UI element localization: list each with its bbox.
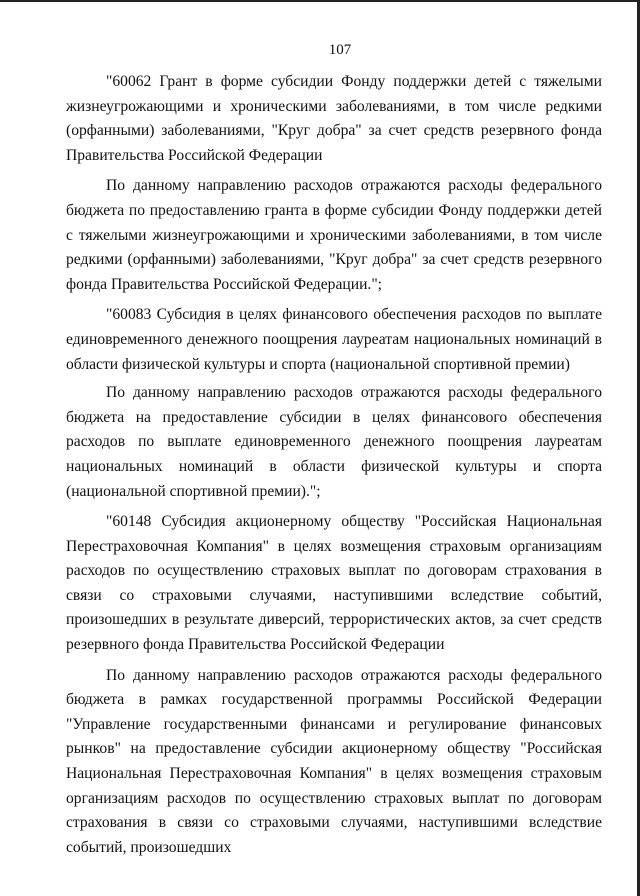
paragraph-60083-description: По данному направлению расходов отражаются расходы федерального бюджета на предоставление субсидии в целях финансового обеспечения расходов по выплате единовременного денежного поощрения лауреатам национальных номинаций в области физической культуры и спорта (национальной спортивной премии)."; xyxy=(66,384,602,500)
scan-edge-top xyxy=(0,0,640,2)
document-body xyxy=(66,70,602,860)
paragraph-60083-title: "60083 Субсидия в целях финансового обеспечения расходов по выплате единовременного денежного поощрения лауреатам национальных номинаций в области физической культуры и спорта (национальной спортивной премии) xyxy=(66,306,602,373)
paragraph-60062-description: По данному направлению расходов отражаются расходы федерального бюджета по предоставлению гранта в форме субсидии Фонду поддержки детей с тяжелыми жизнеугрожающими и хроническими заболеваниями, в том числе редкими (орфанными) заболеваниями, "Круг добра" за счет средств резервного фонда Правительства Российской Федерации."; xyxy=(66,177,602,293)
page-number: 107 xyxy=(328,42,352,58)
paragraph-60062-title: "60062 Грант в форме субсидии Фонду поддержки детей с тяжелыми жизнеугрожающими и хроническими заболеваниями, в том числе редкими (орфанными) заболеваниями, "Круг добра" за счет средств резервного фонда Правительства Российской Федерации xyxy=(66,73,602,164)
paragraph-60148-title: "60148 Субсидия акционерному обществу "Российская Национальная Перестраховочная Компания" в целях возмещения страховым организациям расходов по осуществлению страховых выплат по договорам страхования в связи со страховыми случаями, наступившими вследствие событий, произошедших в результате диверсий, террористических актов, за счет средств резервного фонда Правительства Российской Федерации xyxy=(66,513,602,654)
paragraph-60148-description: По данному направлению расходов отражаются расходы федерального бюджета в рамках государственной программы Российской Федерации "Управление государственными финансами и регулирование финансовых рынков" на предоставление субсидии акционерному обществу "Российская Национальная Перестраховочная Компания" в целях возмещения страховым организациям расходов по осуществлению страховых выплат по договорам страхования в связи со страховыми случаями, наступившими вследствие событий, произошедших xyxy=(66,666,602,856)
